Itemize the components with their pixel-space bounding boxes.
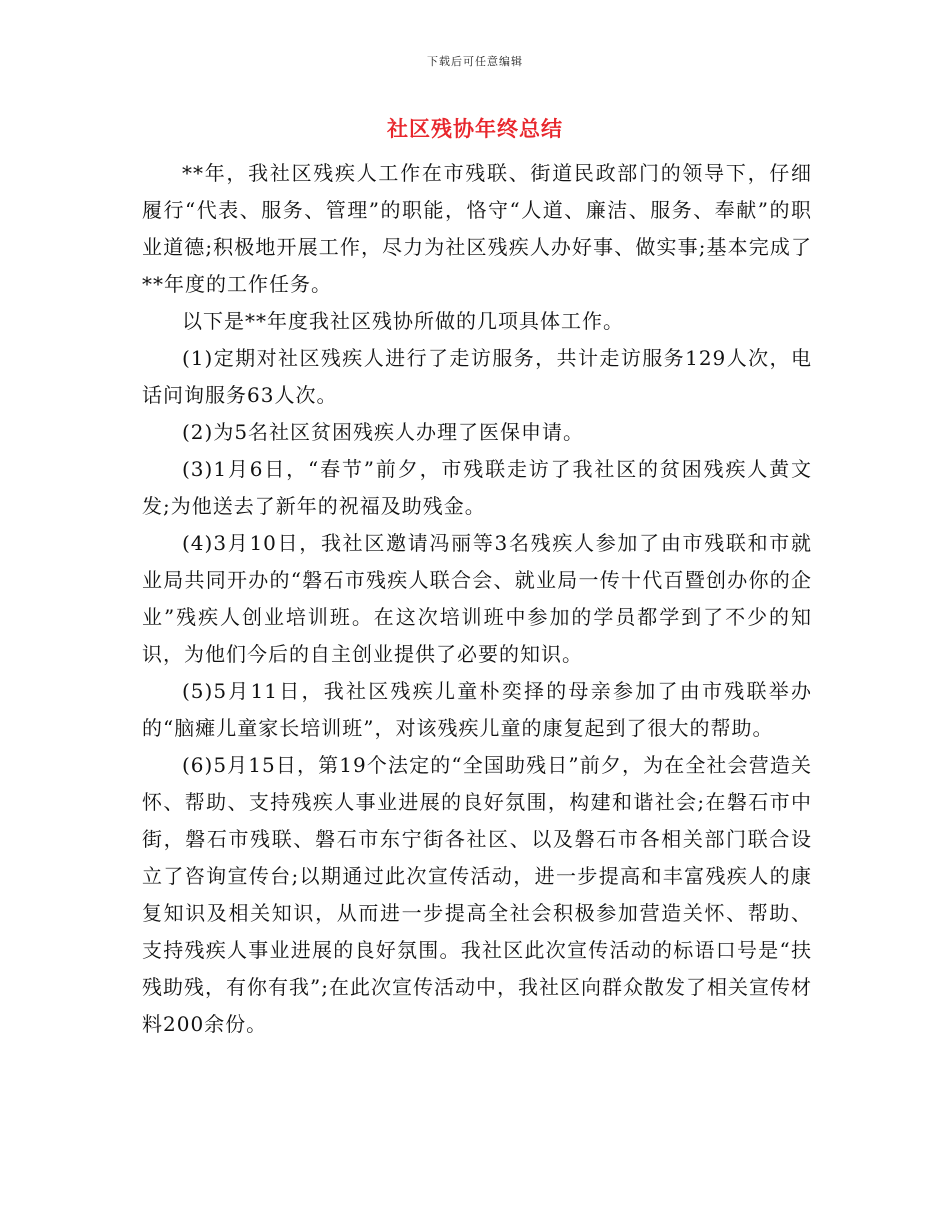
document-title: 社区残协年终总结 <box>387 117 563 141</box>
paragraph-summary-lead: 以下是**年度我社区残协所做的几项具体工作。 <box>182 309 624 333</box>
paragraph-item-4: (4)3月10日，我社区邀请冯丽等3名残疾人参加了由市残联和市就业局共同开办的“磐石市残疾人联合会、就业局一传十代百暨创办你的企业”残疾人创业培训班。在这次培训班中参加的学员都学到了不少的知识，为他们今后的自主创业提供了必要的知识。 <box>142 531 812 666</box>
document-body <box>142 155 812 1043</box>
paragraph-item-6: (6)5月15日，第19个法定的“全国助残日”前夕，为在全社会营造关怀、帮助、支持残疾人事业进展的良好氛围，构建和谐社会;在磐石市中街，磐石市残联、磐石市东宁街各社区、以及磐石市各相关部门联合设立了咨询宣传台;以期通过此次宣传活动，进一步提高和丰富残疾人的康复知识及相关知识，从而进一步提高全社会积极参加营造关怀、帮助、支持残疾人事业进展的良好氛围。我社区此次宣传活动的标语口号是“扶残助残，有你有我”;在此次宣传活动中，我社区向群众散发了相关宣传材料200余份。 <box>142 753 812 1036</box>
paragraph-item-1: (1)定期对社区残疾人进行了走访服务，共计走访服务129人次，电话问询服务63人次。 <box>142 346 812 407</box>
paragraph-intro: **年，我社区残疾人工作在市残联、街道民政部门的领导下，仔细履行“代表、服务、管理”的职能，恪守“人道、廉洁、服务、奉献”的职业道德;积极地开展工作，尽力为社区残疾人办好事、做实事;基本完成了**年度的工作任务。 <box>142 161 812 296</box>
paragraph-item-2: (2)为5名社区贫困残疾人办理了医保申请。 <box>182 420 585 444</box>
header-note: 下载后可任意编辑 <box>427 55 523 68</box>
paragraph-item-5: (5)5月11日，我社区残疾儿童朴奕择的母亲参加了由市残联举办的“脑瘫儿童家长培训班”，对该残疾儿童的康复起到了很大的帮助。 <box>142 679 812 740</box>
paragraph-item-3: (3)1月6日，“春节”前夕，市残联走访了我社区的贫困残疾人黄文发;为他送去了新年的祝福及助残金。 <box>142 457 812 518</box>
